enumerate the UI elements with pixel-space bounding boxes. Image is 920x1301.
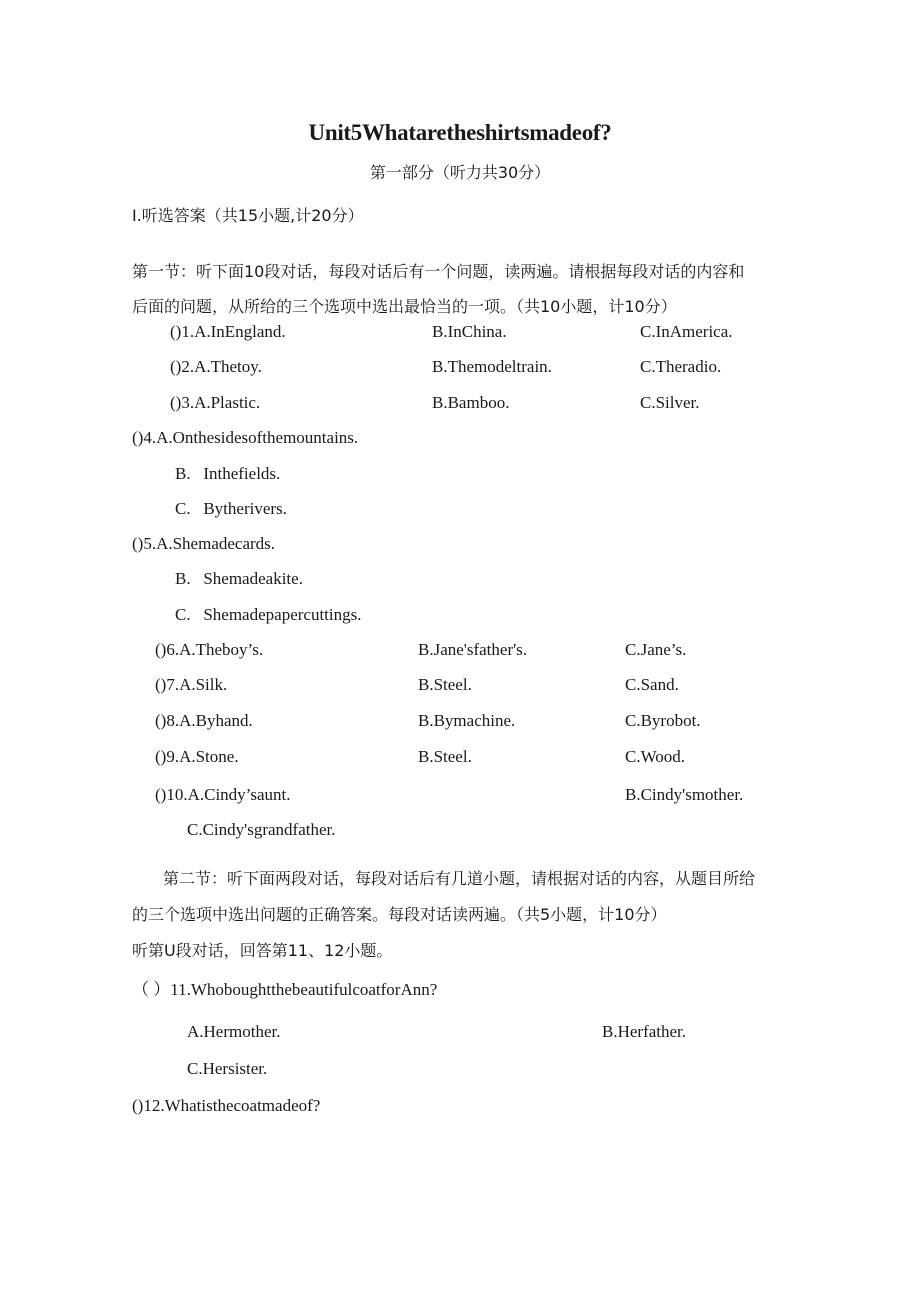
question-11-option-a: A.Hermother.	[187, 1022, 281, 1041]
question-8-option-c: C.Byrobot.	[625, 711, 701, 730]
question-3-option-b: B.Bamboo.	[432, 393, 510, 412]
question-10-option-b: B.Cindy'smother.	[625, 785, 744, 804]
question-5-option-b: B. Shemadeakite.	[175, 569, 303, 588]
question-6-option-a: ()6.A.Theboy’s.	[155, 640, 264, 659]
question-9-option-a: ()9.A.Stone.	[155, 747, 239, 766]
question-2-option-b: B.Themodeltrain.	[432, 357, 552, 376]
question-4-option-a: ()4.A.Onthesidesofthemountains.	[132, 428, 359, 447]
page-title: Unit5Whataretheshirtsmadeof?	[308, 120, 612, 145]
question-7-option-a: ()7.A.Silk.	[155, 675, 228, 694]
section2-intro-line2: 的三个选项中选出问题的正确答案。每段对话读两遍。（共5小题，计10分）	[132, 905, 667, 924]
dialogue-instruction: 听第U段对话，回答第11、12小题。	[132, 941, 393, 960]
question-6-option-c: C.Jane’s.	[625, 640, 687, 659]
question-4-option-c: C. Bytherivers.	[175, 499, 287, 518]
page-subtitle: 第一部分（听力共30分）	[369, 163, 551, 182]
question-1-option-c: C.InAmerica.	[640, 322, 733, 341]
question-10-option-c: C.Cindy'sgrandfather.	[187, 820, 336, 839]
question-5-option-a: ()5.A.Shemadecards.	[132, 534, 276, 553]
question-2-option-c: C.Theradio.	[640, 357, 722, 376]
question-7-option-b: B.Steel.	[418, 675, 472, 694]
question-3-option-a: ()3.A.Plastic.	[170, 393, 261, 412]
question-4-option-b: B. Inthefields.	[175, 464, 281, 483]
section1-intro-line1: 第一节：听下面10段对话，每段对话后有一个问题，读两遍。请根据每段对话的内容和	[132, 262, 745, 281]
question-9-option-c: C.Wood.	[625, 747, 686, 766]
question-7-option-c: C.Sand.	[625, 675, 679, 694]
question-2-option-a: ()2.A.Thetoy.	[170, 357, 262, 376]
question-11-option-c: C.Hersister.	[187, 1059, 268, 1078]
question-1-option-a: ()1.A.InEngland.	[170, 322, 286, 341]
question-3-option-c: C.Silver.	[640, 393, 700, 412]
part1-heading: I.听选答案（共15小题,计20分）	[132, 206, 364, 225]
question-5-option-c: C. Shemadepapercuttings.	[175, 605, 362, 624]
section2-intro-line1: 第二节：听下面两段对话，每段对话后有几道小题，请根据对话的内容，从题目所给	[163, 869, 756, 888]
question-10-option-a: ()10.A.Cindy’saunt.	[155, 785, 291, 804]
question-8-option-b: B.Bymachine.	[418, 711, 516, 730]
question-6-option-b: B.Jane'sfather's.	[418, 640, 528, 659]
question-1-option-b: B.InChina.	[432, 322, 507, 341]
question-11-option-b: B.Herfather.	[602, 1022, 687, 1041]
section1-intro-line2: 后面的问题，从所给的三个选项中选出最恰当的一项。（共10小题，计10分）	[132, 297, 677, 316]
question-11-stem: （ ）11.WhoboughtthebeautifulcoatforAnn?	[132, 980, 438, 999]
question-8-option-a: ()8.A.Byhand.	[155, 711, 253, 730]
question-9-option-b: B.Steel.	[418, 747, 472, 766]
question-12-stem: ()12.Whatisthecoatmadeof?	[132, 1096, 321, 1115]
